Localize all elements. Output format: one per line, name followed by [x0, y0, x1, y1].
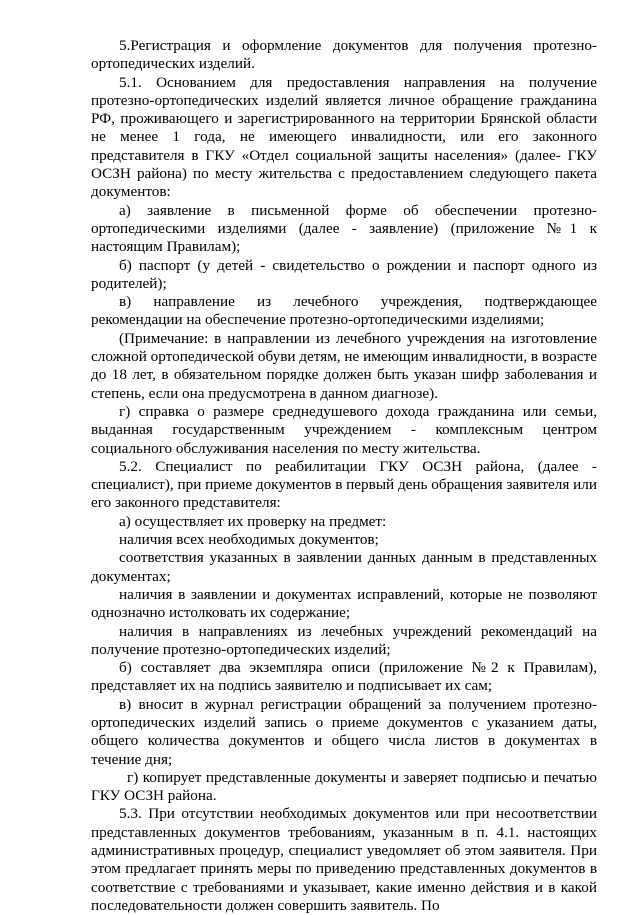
- check-item: наличия всех необходимых документов;: [119, 531, 379, 549]
- list-item-g: г) справка о размере среднедушевого дохода гражданина или семьи, выданная государственным учреждением - комплексным центром социального обслуживания населения по месту жительства.: [91, 402, 597, 457]
- paragraph-5-3: 5.3. При отсутствии необходимых документов или при несоответствии представленных документов требованиям, указанным в п. 4.1. настоящих административных процедур, специалист уведомляет об этом заявителя. При этом предлагает принять меры по приведению представленных документов в соответствие с требованиями и указывает, какие именно действия и в какой последовательности должен совершить заявитель. По: [91, 805, 597, 914]
- note-paragraph: (Примечание: в направлении из лечебного учреждения на изготовление сложной ортопедической обуви детям, не имеющим инвалидности, в возрасте до 18 лет, в обязательном порядке должен быть указан шифр заболевания и степень, если она предусмотрена в данном диагнозе).: [91, 329, 597, 402]
- paragraph-5-2: 5.2. Специалист по реабилитации ГКУ ОСЗН района, (далее - специалист), при приеме документов в первый день обращения заявителя или его законного представителя:: [91, 457, 597, 512]
- sub-item-b: б) составляет два экземпляра описи (приложение №2 к Правилам), представляет их на подпись заявителю и подписывает их сам;: [91, 659, 597, 695]
- list-item-a: а) заявление в письменной форме об обеспечении протезно-ортопедическими изделиями (далее - заявление) (приложение №1 к настоящим Правилам);: [91, 201, 597, 256]
- check-item: соответствия указанных в заявлении данных данным в представленных документах;: [91, 549, 597, 585]
- section-heading: 5.Регистрация и оформление документов для получения протезно-ортопедических изделий.: [91, 37, 597, 73]
- paragraph-5-1: 5.1. Основанием для предоставления направления на получение протезно-ортопедических изделий является личное обращение гражданина РФ, проживающего и зарегистрированного на территории Брянской области не менее 1 года, не имеющего инвалидности, или его законного представителя в ГКУ «Отдел социальной защиты населения» (далее- ГКУ ОСЗН района) по месту жительства с предоставлением следующего пакета документов:: [91, 73, 597, 201]
- sub-item-v: в) вносит в журнал регистрации обращений за получением протезно-ортопедических изделий запись о приеме документов с указанием даты, общего количества документов и общего числа листов в документах в течение дня;: [91, 695, 597, 768]
- sub-item-a: а) осуществляет их проверку на предмет:: [119, 512, 387, 530]
- check-item: наличия в заявлении и документах исправлений, которые не позволяют однозначно истолковать их содержание;: [91, 585, 597, 622]
- list-item-v: в) направление из лечебного учреждения, подтверждающее рекомендации на обеспечение протезно-ортопедическими изделиями;: [91, 293, 597, 329]
- list-item-b: б) паспорт (у детей - свидетельство о рождении и паспорт одного из родителей);: [91, 256, 597, 292]
- sub-item-g: г) копирует представленные документы и заверяет подписью и печатью ГКУ ОСЗН района.: [91, 768, 597, 805]
- check-item: наличия в направлениях из лечебных учреждений рекомендаций на получение протезно-ортопедических изделий;: [91, 622, 597, 658]
